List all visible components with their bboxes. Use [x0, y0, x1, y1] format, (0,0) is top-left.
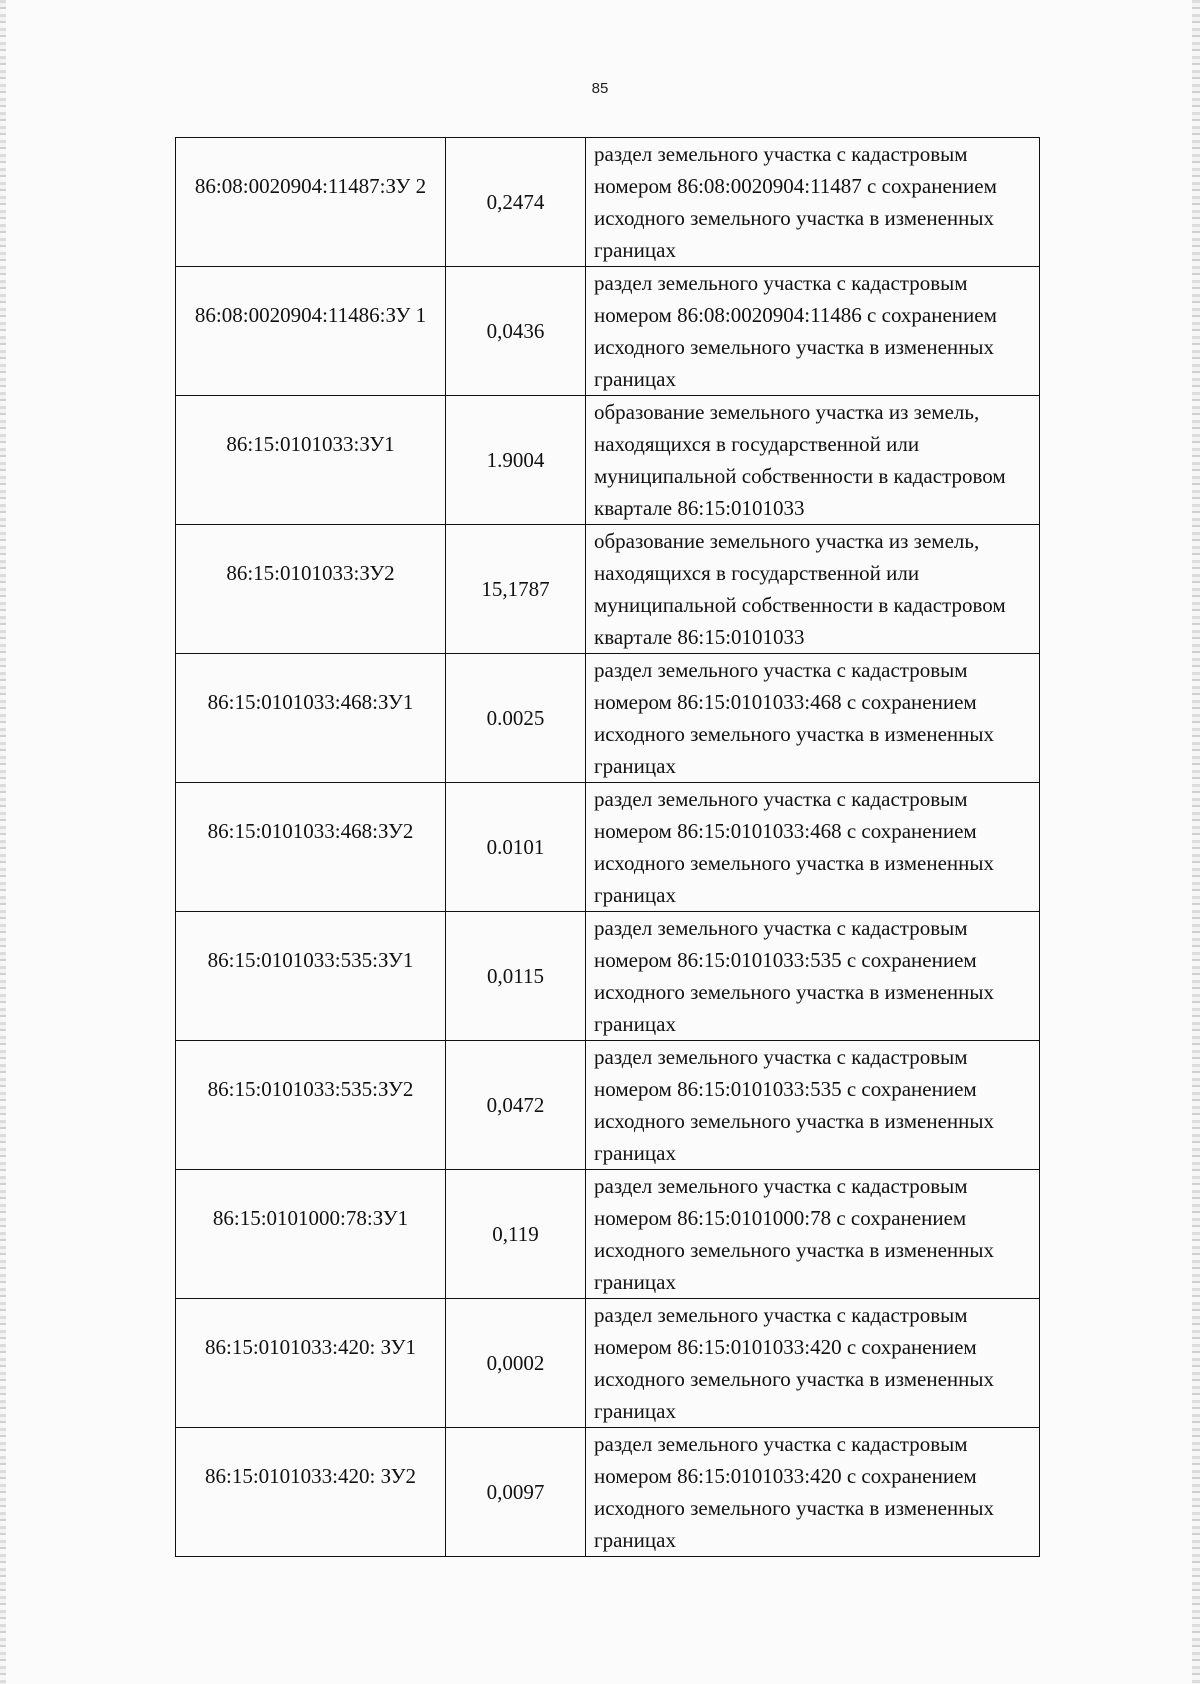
cadastral-number-cell	[176, 138, 446, 267]
cadastral-number: 86:15:0101033:420: ЗУ1	[205, 1335, 416, 1359]
formation-method-cell: образование земельного участка из земель, находящихся в государственной или муниципальной собственности в кадастровом квартале 86:15:0101033	[586, 396, 1040, 525]
cadastral-number: 86:15:0101033:468:ЗУ1	[207, 690, 414, 714]
area-cell: 0.0025	[446, 654, 586, 783]
area-cell: 1.9004	[446, 396, 586, 525]
cadastral-number-cell	[176, 783, 446, 912]
scan-edge-left	[0, 0, 6, 1684]
table-row	[176, 267, 1040, 396]
formation-method-cell: раздел земельного участка с кадастровым номером 86:15:0101033:535 с сохранением исходного земельного участка в измененных границах	[586, 912, 1040, 1041]
cadastral-number: 86:15:0101033:468:ЗУ2	[207, 819, 414, 843]
formation-method-cell: раздел земельного участка с кадастровым номером 86:08:0020904:11486 с сохранением исходного земельного участка в измененных границах	[586, 267, 1040, 396]
cadastral-number-cell	[176, 525, 446, 654]
area-cell: 15,1787	[446, 525, 586, 654]
table-row	[176, 654, 1040, 783]
table-row	[176, 783, 1040, 912]
land-plots-table-body	[176, 138, 1040, 1557]
formation-method-cell: раздел земельного участка с кадастровым номером 86:15:0101000:78 с сохранением исходного земельного участка в измененных границах	[586, 1170, 1040, 1299]
area-cell: 0,0472	[446, 1041, 586, 1170]
formation-method-cell: раздел земельного участка с кадастровым номером 86:15:0101033:468 с сохранением исходного земельного участка в измененных границах	[586, 783, 1040, 912]
cadastral-number-cell	[176, 396, 446, 525]
cadastral-number-cell	[176, 1041, 446, 1170]
area-cell: 0,0097	[446, 1428, 586, 1557]
cadastral-number-cell	[176, 1299, 446, 1428]
table-row	[176, 1041, 1040, 1170]
area-cell: 0,0002	[446, 1299, 586, 1428]
land-plots-table	[175, 137, 1040, 1557]
table-row	[176, 396, 1040, 525]
table-row	[176, 138, 1040, 267]
table-row	[176, 1170, 1040, 1299]
area-cell: 0,0436	[446, 267, 586, 396]
cadastral-number-cell	[176, 1428, 446, 1557]
formation-method-cell: раздел земельного участка с кадастровым номером 86:08:0020904:11487 с сохранением исходного земельного участка в измененных границах	[586, 138, 1040, 267]
area-cell: 0,2474	[446, 138, 586, 267]
cadastral-number-cell	[176, 912, 446, 1041]
area-cell: 0,0115	[446, 912, 586, 1041]
table-row	[176, 912, 1040, 1041]
cadastral-number: 86:15:0101033:ЗУ1	[226, 432, 395, 456]
cadastral-number: 86:15:0101033:420: ЗУ2	[205, 1464, 416, 1488]
cadastral-number-cell	[176, 267, 446, 396]
cadastral-number-cell	[176, 654, 446, 783]
scan-edge-right	[1192, 0, 1200, 1684]
table-row	[176, 525, 1040, 654]
cadastral-number: 86:15:0101000:78:ЗУ1	[212, 1206, 409, 1230]
area-cell: 0,119	[446, 1170, 586, 1299]
cadastral-number: 86:15:0101033:535:ЗУ1	[207, 948, 414, 972]
formation-method-cell: раздел земельного участка с кадастровым номером 86:15:0101033:535 с сохранением исходного земельного участка в измененных границах	[586, 1041, 1040, 1170]
formation-method-cell: образование земельного участка из земель, находящихся в государственной или муниципальной собственности в кадастровом квартале 86:15:0101033	[586, 525, 1040, 654]
cadastral-number: 86:08:0020904:11487:ЗУ 2	[194, 174, 427, 198]
formation-method-cell: раздел земельного участка с кадастровым номером 86:15:0101033:468 с сохранением исходного земельного участка в измененных границах	[586, 654, 1040, 783]
cadastral-number: 86:15:0101033:535:ЗУ2	[207, 1077, 414, 1101]
table-row	[176, 1299, 1040, 1428]
area-cell: 0.0101	[446, 783, 586, 912]
cadastral-number: 86:08:0020904:11486:ЗУ 1	[194, 303, 427, 327]
cadastral-number-cell	[176, 1170, 446, 1299]
table-row	[176, 1428, 1040, 1557]
page-number: 85	[591, 80, 609, 97]
formation-method-cell: раздел земельного участка с кадастровым номером 86:15:0101033:420 с сохранением исходного земельного участка в измененных границах	[586, 1299, 1040, 1428]
formation-method-cell: раздел земельного участка с кадастровым номером 86:15:0101033:420 с сохранением исходного земельного участка в измененных границах	[586, 1428, 1040, 1557]
cadastral-number: 86:15:0101033:ЗУ2	[226, 561, 395, 585]
